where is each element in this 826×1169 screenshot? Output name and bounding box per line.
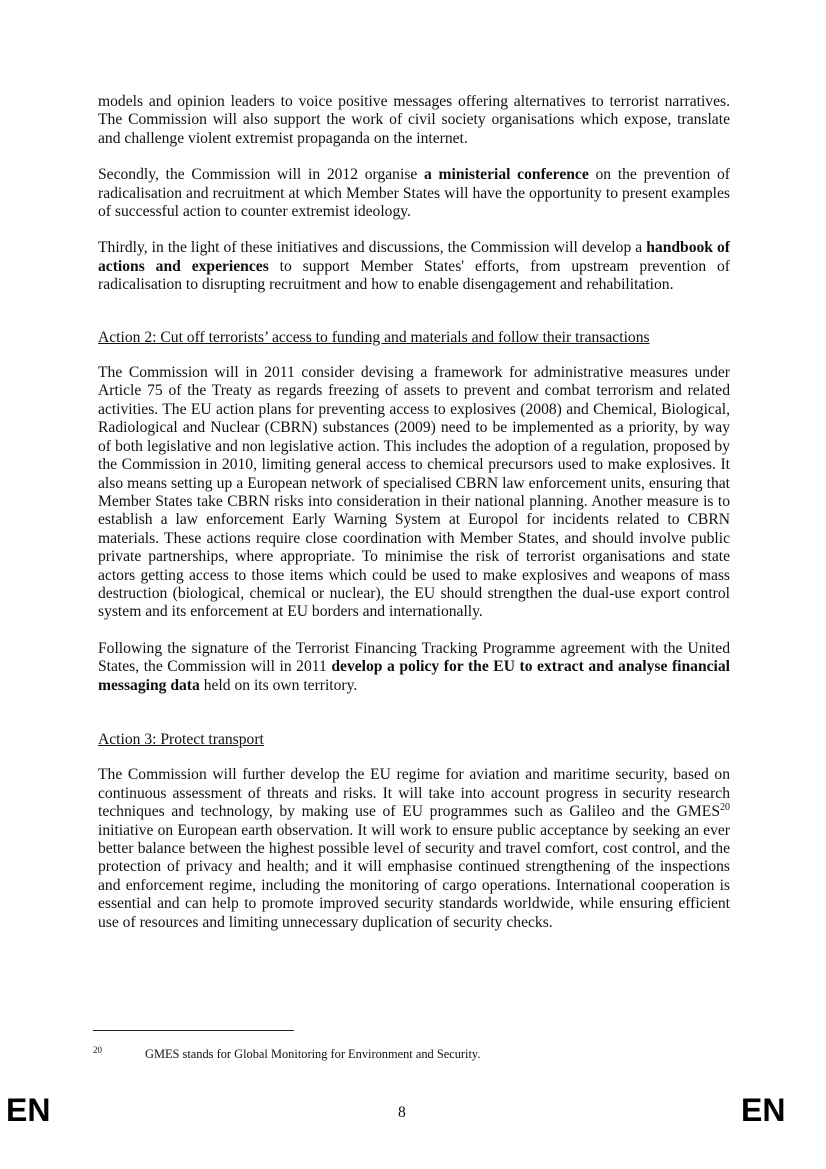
footnote-number: 20 xyxy=(93,1045,102,1055)
paragraph-models-opinion-leaders: models and opinion leaders to voice positive messages offering alternatives to terrorist narratives. The Commission will also support the work of civil society organisations which expose, translate and challenge violent extremist propaganda on the internet. xyxy=(98,93,730,147)
footnote-reference-20: 20 xyxy=(720,802,730,813)
paragraph-ministerial-conference: Secondly, the Commission will in 2012 organise a ministerial conference on the prevention of radicalisation and recruitment at which Member States will have the opportunity to present examples of successful action to counter extremist ideology. xyxy=(98,166,730,221)
footnote-separator xyxy=(93,1030,294,1031)
bold-ministerial-conference: a ministerial conference xyxy=(424,166,589,184)
paragraph-handbook: Thirdly, in the light of these initiatives and discussions, the Commission will develop a handbook of actions and experiences to support Member States' efforts, from upstream prevention of radicalisation to disrupting recruitment and how to enable disengagement and rehabilitation. xyxy=(98,239,730,294)
language-code-right: EN xyxy=(741,1092,786,1128)
paragraph-funding-materials: The Commission will in 2011 consider devising a framework for administrative measures under Article 75 of the Treaty as regards freezing of assets to prevent and combat terrorism and related activities. The EU action plans for preventing access to explosives (2008) and Chemical, Biological, Radiological and Nuclear (CBRN) substances (2009) need to be implemented as a priority, by way of both legislative and non legislative action. This includes the adoption of a regulation, proposed by the Commission in 2010, limiting general access to chemical precursors used to make explosives. It also means setting up a European network of specialised CBRN law enforcement units, ensuring that Member States take CBRN risks into consideration in their national planning. Another measure is to establish a law enforcement Early Warning System at Europol for incidents related to CBRN materials. These actions require close coordination with Member States, and should involve public private partnerships, where appropriate. To minimise the risk of terrorist organisations and state actors getting access to those items which could be used to make explosives and weapons of mass destruction (biological, chemical or nuclear), the EU should strengthen the dual-use export control system and its enforcement at EU borders and internationally. xyxy=(98,364,730,621)
page-number: 8 xyxy=(398,1104,406,1121)
paragraph-transport: The Commission will further develop the EU regime for aviation and maritime security, based on continuous assessment of threats and risks. It will take into account progress in security research techniques and technology, by making use of EU programmes such as Galileo and the GMES$^{20}$ initiative on European earth observation. It will work to ensure public acceptance by seeking an ever better balance between the highest possible level of security and travel comfort, cost control, and the protection of privacy and health; and it will emphasise continued strengthening of the inspections and enforcement regime, including the monitoring of cargo operations. International cooperation is essential and can help to promote improved security standards worldwide, while ensuring efficient use of resources and limiting unnecessary duplication of security checks. xyxy=(98,766,730,931)
section-heading-action-2: Action 2: Cut off terrorists’ access to funding and materials and follow their transactions xyxy=(98,328,650,346)
section-heading-action-3: Action 3: Protect transport xyxy=(98,730,264,748)
paragraph-tftp: Following the signature of the Terrorist Financing Tracking Programme agreement with the United States, the Commission will in 2011 develop a policy for the EU to extract and analyse financial messaging data held on its own territory. xyxy=(98,639,731,694)
footnote-text: GMES stands for Global Monitoring for Environment and Security. xyxy=(145,1047,481,1061)
document-body xyxy=(98,93,730,932)
bold-handbook: handbook of actions and experiences xyxy=(98,239,730,275)
language-code-left: EN xyxy=(6,1092,51,1128)
bold-financial-messaging: develop a policy for the EU to extract and analyse financial messaging data xyxy=(98,658,731,694)
